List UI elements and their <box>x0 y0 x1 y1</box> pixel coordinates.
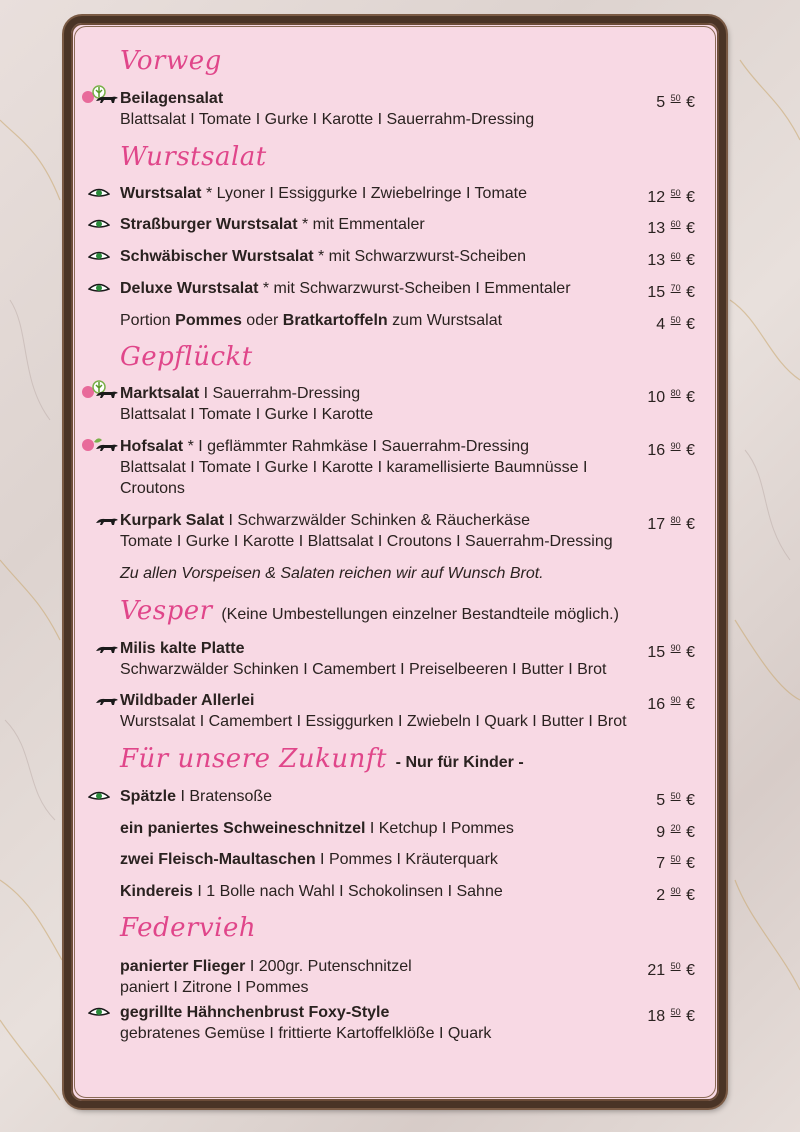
item-details: I Sauerrahm-Dressing <box>199 385 361 402</box>
item-description: Blattsalat I Tomate I Gurke I Karotte I karamellisierte Baumnüsse I Croutons <box>120 459 588 497</box>
item-price: 16 $^{90}$ € <box>647 441 695 459</box>
section-title-vesper: Vesper (Keine Umbestellungen einzelner Bestandteile möglich.) <box>120 596 619 626</box>
panther-icon <box>94 441 120 453</box>
item-price: 5 $^{50}$ € <box>656 791 695 809</box>
menu-item-deluxe-wurstsalat <box>120 278 695 299</box>
item-name: Spätzle <box>120 788 177 805</box>
item-price: 17 $^{80}$ € <box>647 515 695 533</box>
section-title-wurstsalat: Wurstsalat <box>120 142 267 172</box>
menu-item-portion-beilage: Portion Pommes oder Bratkartoffeln zum Wurstsalat 4 $^{50}$ € <box>120 312 695 333</box>
eye-icon <box>88 790 110 802</box>
item-price: 15 $^{70}$ € <box>647 283 695 301</box>
item-name: Hofsalat <box>120 438 184 455</box>
item-name: Deluxe Wurstsalat <box>120 280 259 297</box>
item-name: Wurstsalat <box>120 185 202 202</box>
item-details: * Lyoner I Essiggurke I Zwiebelringe I Tomate <box>201 185 528 202</box>
menu-item-kindereis <box>120 881 695 902</box>
panther-icon <box>94 93 120 105</box>
item-details: I 200gr. Putenschnitzel <box>245 958 412 975</box>
section-title-zukunft: Für unsere Zukunft - Nur für Kinder - <box>120 744 524 774</box>
menu-item-wurstsalat <box>120 183 695 204</box>
item-name: Kurpark Salat <box>120 512 225 529</box>
menu-item-wildbader-allerlei <box>120 690 695 732</box>
eye-icon <box>88 218 110 230</box>
item-price: 10 $^{80}$ € <box>647 388 695 406</box>
item-description: Wurstsalat I Camembert I Essiggurken I Zwiebeln I Quark I Butter I Brot <box>120 713 627 730</box>
item-details: I Pommes I Kräuterquark <box>315 851 498 868</box>
vesper-note: (Keine Umbestellungen einzelner Bestandteile möglich.) <box>221 606 619 623</box>
eye-icon <box>88 250 110 262</box>
item-price: 21 $^{50}$ € <box>647 961 695 979</box>
panther-icon <box>94 515 120 527</box>
menu-item-schweineschnitzel <box>120 818 695 839</box>
item-name: Beilagensalat <box>120 90 224 107</box>
item-name: panierter Flieger <box>120 958 246 975</box>
menu-frame <box>64 16 726 1108</box>
item-details: I Bratensoße <box>176 788 273 805</box>
menu-item-spaetzle <box>120 786 695 807</box>
item-price: 13 $^{60}$ € <box>647 251 695 269</box>
section-title-vorweg: Vorweg <box>120 46 222 76</box>
menu-item-beilagensalat <box>120 88 695 130</box>
item-price: 16 $^{90}$ € <box>647 695 695 713</box>
item-details: I 1 Bolle nach Wahl I Schokolinsen I Sahne <box>192 883 503 900</box>
item-price: 12 $^{50}$ € <box>647 188 695 206</box>
item-price: 15 $^{90}$ € <box>647 643 695 661</box>
item-name: Straßburger Wurstsalat <box>120 216 298 233</box>
item-price: 7 $^{50}$ € <box>656 854 695 872</box>
item-description: Blattsalat I Tomate I Gurke I Karotte <box>120 406 374 423</box>
item-name: Schwäbischer Wurstsalat <box>120 248 314 265</box>
item-details: * I geflämmter Rahmkäse I Sauerrahm-Dressing <box>183 438 530 455</box>
item-name: Kindereis <box>120 883 193 900</box>
section-title-federvieh: Federvieh <box>120 913 257 943</box>
menu-item-panierter-flieger <box>120 956 695 998</box>
section-title-gepflueckt: Gepflückt <box>120 342 253 372</box>
menu-item-schwaebischer-wurstsalat <box>120 246 695 267</box>
item-details: I Ketchup I Pommes <box>365 820 514 837</box>
item-name: ein paniertes Schweineschnitzel <box>120 820 366 837</box>
item-details: * mit Emmentaler <box>297 216 425 233</box>
menu-item-marktsalat <box>120 383 695 425</box>
item-price: 2 $^{90}$ € <box>656 886 695 904</box>
eye-icon <box>88 187 110 199</box>
menu-item-kurpark-salat <box>120 510 695 552</box>
item-details: * mit Schwarzwurst-Scheiben <box>313 248 527 265</box>
menu-item-strassburger-wurstsalat <box>120 214 695 235</box>
menu-item-haehnchenbrust <box>120 1002 695 1044</box>
item-price: 4 $^{50}$ € <box>656 315 695 333</box>
eye-icon <box>88 1006 110 1018</box>
item-price: 5 $^{50}$ € <box>656 93 695 111</box>
menu-item-milis-kalte-platte <box>120 638 695 680</box>
item-name: Wildbader Allerlei <box>120 692 255 709</box>
item-description: Blattsalat I Tomate I Gurke I Karotte I Sauerrahm-Dressing <box>120 111 535 128</box>
bread-note: Zu allen Vorspeisen & Salaten reichen wir auf Wunsch Brot. <box>120 565 544 582</box>
menu-item-hofsalat <box>120 436 695 499</box>
eye-icon <box>88 282 110 294</box>
item-price: 9 $^{20}$ € <box>656 823 695 841</box>
panther-icon <box>94 643 120 655</box>
kids-note: - Nur für Kinder - <box>395 754 524 771</box>
item-name: zwei Fleisch-Maultaschen <box>120 851 316 868</box>
item-description: Schwarzwälder Schinken I Camembert I Preiselbeeren I Butter I Brot <box>120 661 607 678</box>
item-description: paniert I Zitrone I Pommes <box>120 979 309 996</box>
item-details: * mit Schwarzwurst-Scheiben I Emmentaler <box>258 280 571 297</box>
item-description: Tomate I Gurke I Karotte I Blattsalat I Croutons I Sauerrahm-Dressing <box>120 533 613 550</box>
item-price: 13 $^{60}$ € <box>647 219 695 237</box>
item-price: 18 $^{50}$ € <box>647 1007 695 1025</box>
panther-icon <box>94 695 120 707</box>
panther-icon <box>94 388 120 400</box>
item-description: gebratenes Gemüse I frittierte Kartoffelklöße I Quark <box>120 1025 492 1042</box>
item-icons <box>80 88 120 110</box>
item-name: Marktsalat <box>120 385 200 402</box>
item-details: I Schwarzwälder Schinken & Räucherkäse <box>224 512 530 529</box>
item-name: gegrillte Hähnchenbrust Foxy-Style <box>120 1004 390 1021</box>
menu-item-maultaschen <box>120 849 695 870</box>
item-name: Milis kalte Platte <box>120 640 245 657</box>
